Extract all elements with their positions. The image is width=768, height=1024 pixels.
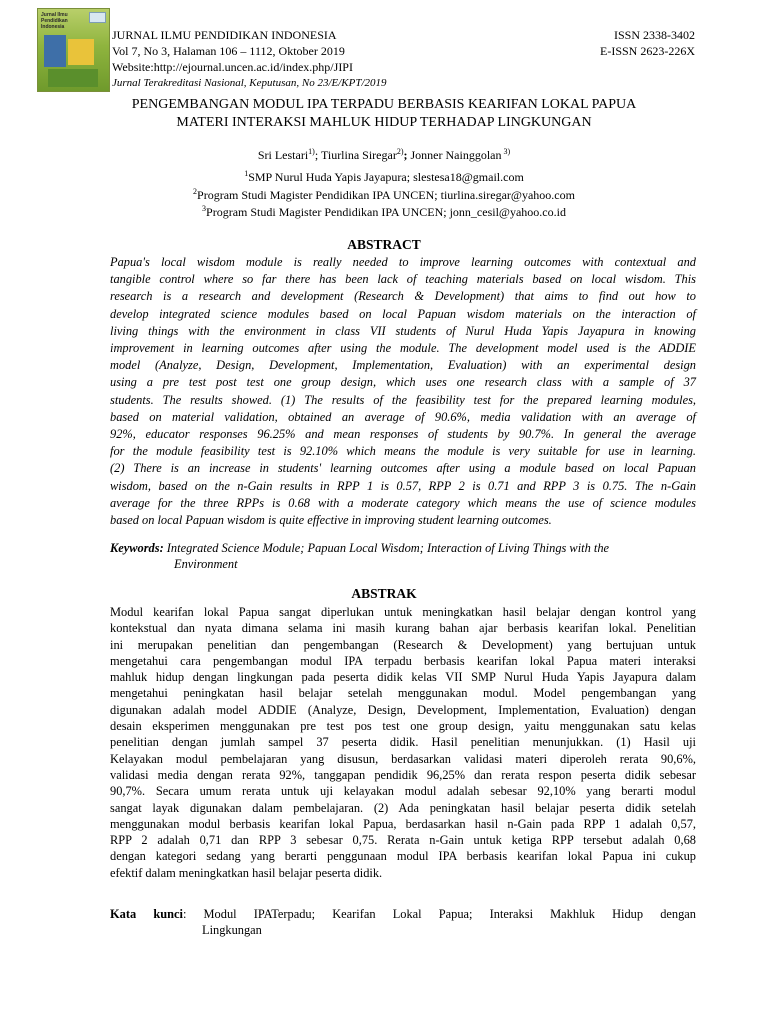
abstract-indonesian-body [110, 604, 696, 881]
abstract-line: 90,7%. Secara umum rerata untuk uji kelayakan modul adalah sebesar 92,10% yang berarti modul [110, 784, 696, 799]
journal-name: JURNAL ILMU PENDIDIKAN INDONESIA [112, 28, 337, 42]
paper-title-line-1: PENGEMBANGAN MODUL IPA TERPADU BERBASIS KEARIFAN LOKAL PAPUA [131, 97, 637, 112]
abstract-line: dengan kategori sedang yang berarti penggunaan modul IPA berbasis kearifan lokal Papua ini cukup [110, 849, 696, 864]
issn: ISSN 2338-3402 [613, 28, 695, 42]
abstract-line: based on material validation, obtained an average of 90.6%, media validation with an average of [110, 409, 696, 424]
abstract-line: validasi media dengan rerata 92%, tanggapan pendidik 96,25% dan rerata respon peserta didik sebesar [110, 767, 696, 782]
paper-title [60, 96, 708, 132]
keywords-label: Keywords: [110, 541, 164, 555]
abstract-line: mahluk hidup dengan lingkungan pada peserta didik kelas VII SMP Nurul Huda Yapis Jayapura dalam [110, 670, 696, 685]
keywords-indonesian: Kata kunci: Modul IPATerpadu; Kearifan Lokal Papua; Interaksi Makhluk Hidup dengan Lingkungan [110, 907, 696, 937]
journal-volume: Vol 7, No 3, Halaman 106 – 1112, Oktober 2019 [112, 44, 345, 58]
abstrak-heading: ABSTRAK [351, 586, 417, 601]
abstract-line: model (Analyze, Design, Development, Implementation, Evaluation) with an experimental design [110, 358, 696, 373]
journal-header [0, 0, 768, 96]
abstract-line: research is a research and development (Research & Development) that aims to find out how to [110, 289, 696, 304]
abstract-line: Papua's local wisdom module is really needed to improve learning outcomes with contextual and [110, 255, 696, 269]
abstract-line: mengetahui cara pengembangan modul IPA terpadu berbasis kearifan lokal Papua materi interaksi [110, 653, 696, 668]
abstract-line: using a pre test post test one group design, which uses one research class with a sample of 37 [110, 375, 696, 390]
abstract-line: Kelayakan modul pembelajaran yang disusun, berdasarkan validasi materi diperoleh rerata 90,6%, [110, 751, 696, 766]
abstract-line: based on local Papuan wisdom is quite effective in improving student learning outcomes. [110, 513, 552, 528]
abstract-line: RPP 2 adalah 0,71 dan RPP 3 sebesar 0,75. Rerata n-Gain untuk ketiga RPP tersebut adalah 0,68 [110, 833, 696, 848]
author-1: Sri Lestari [257, 148, 309, 162]
affiliation-2: $^2$Program Studi Magister Pendidikan IPA UNCEN; tiurlina.siregar@yahoo.com [193, 187, 575, 202]
abstract-line: 92%, educator responses 96.25% and mean responses of students by 90.7%. In general the average [110, 427, 696, 442]
journal-website[interactable]: Website:http://ejournal.uncen.ac.id/index.php/JIPI [112, 60, 353, 74]
abstract-line: living things with the environment in class VII students of Nurul Huda Yapis Jayapura in knowing [110, 323, 696, 338]
affiliation-1: $^1$SMP Nurul Huda Yapis Jayapura; slestesa18@gmail.com [244, 169, 524, 184]
cover-title: Jurnal Ilmu Pendidikan Indonesia [41, 12, 68, 30]
abstract-line: efektif dalam meningkatkan hasil belajar peserta didik. [110, 865, 383, 880]
paper-title-line-2: MATERI INTERAKSI MAHLUK HIDUP TERHADAP LINGKUNGAN [176, 115, 592, 130]
abstract-line: average for the three RPPs is 0.68 with a moderate category which means the use of science modules [110, 495, 696, 510]
abstract-line: students. The results showed. (1) The results of the feasibility test for the prepared learning modules, [110, 392, 696, 407]
abstract-line: kontekstual dan nyata dimana selama ini masih kurang bahan ajar berbasis kearifan lokal. Penelitian [110, 621, 696, 636]
abstract-line: mengetahui peningkatan hasil belajar setelah menggunakan modul. Model pengembangan yang [110, 686, 696, 701]
abstract-line: desain eksperimen menggunakan pre test pos test one group design, yaitu menggunakan satu kelas [110, 719, 696, 734]
abstract-line: for the module feasibility test is 92.10% which means the module is very suitable for use in learning. [110, 444, 696, 459]
cover-badge [89, 12, 106, 23]
keywords-english: Keywords: Integrated Science Module; Papuan Local Wisdom; Interaction of Living Things with the Environment [110, 541, 610, 571]
abstract-line: (2) There is an increase in students' learning outcomes after using a module based on local Papuan [110, 461, 696, 476]
abstract-line: improvement in learning outcomes after using the module. The development model used is the ADDIE [110, 341, 696, 356]
abstract-heading: ABSTRACT [347, 237, 421, 252]
abstract-line: wisdom, based on the n-Gain results in RPP 1 is 0.57, RPP 2 is 0.71 and RPP 3 is 0.75. The n-Gain [110, 478, 696, 493]
abstract-line: ini merupakan penelitian dan pengembangan (Research & Development) yang bertujuan untuk [110, 637, 696, 652]
author-list: Sri Lestari$^{1)}$; Tiurlina Siregar$^{2)}$; Jonner Nainggolan $^{3)}$ [257, 147, 511, 162]
eissn: E-ISSN 2623-226X [600, 44, 695, 58]
abstract-line: develop integrated science modules based on local Papuan wisdom materials on the interaction of [110, 306, 696, 321]
abstract-line: sangat layak digunakan dalam pembelajaran. (2) Ada peningkatan hasil belajar peserta didik setelah [110, 800, 696, 815]
journal-accreditation: Jurnal Terakreditasi Nasional, Keputusan, No 23/E/KPT/2019 [112, 77, 387, 89]
abstract-line: Modul kearifan lokal Papua sangat diperlukan untuk meningkatkan hasil belajar dengan kontrol yang [110, 605, 696, 619]
abstract-line: penelitian dengan jumlah sampel 37 peserta didik. Hasil penelitian menunjukkan. (1) Hasil uji [110, 735, 696, 750]
journal-cover-image [37, 8, 110, 92]
abstract-line: menggunakan modul berbasis kearifan lokal Papua, berdasarkan hasil n-Gain pada RPP 1 adalah 0,57, [110, 816, 696, 831]
abstract-line: tangible control where so far there has been lack of teaching materials based on local wisdom. This [110, 272, 696, 287]
author-3: Jonner Nainggolan [410, 148, 502, 162]
abstract-line: digunakan adalah model ADDIE (Analyze, Design, Development, Implementation, Evaluation) dengan [110, 702, 696, 717]
affiliation-3: $^3$Program Studi Magister Pendidikan IPA UNCEN; jonn_cesil@yahoo.co.id [202, 204, 566, 219]
abstract-english-body [110, 254, 696, 529]
kata-kunci-label: Kata kunci [110, 907, 183, 921]
